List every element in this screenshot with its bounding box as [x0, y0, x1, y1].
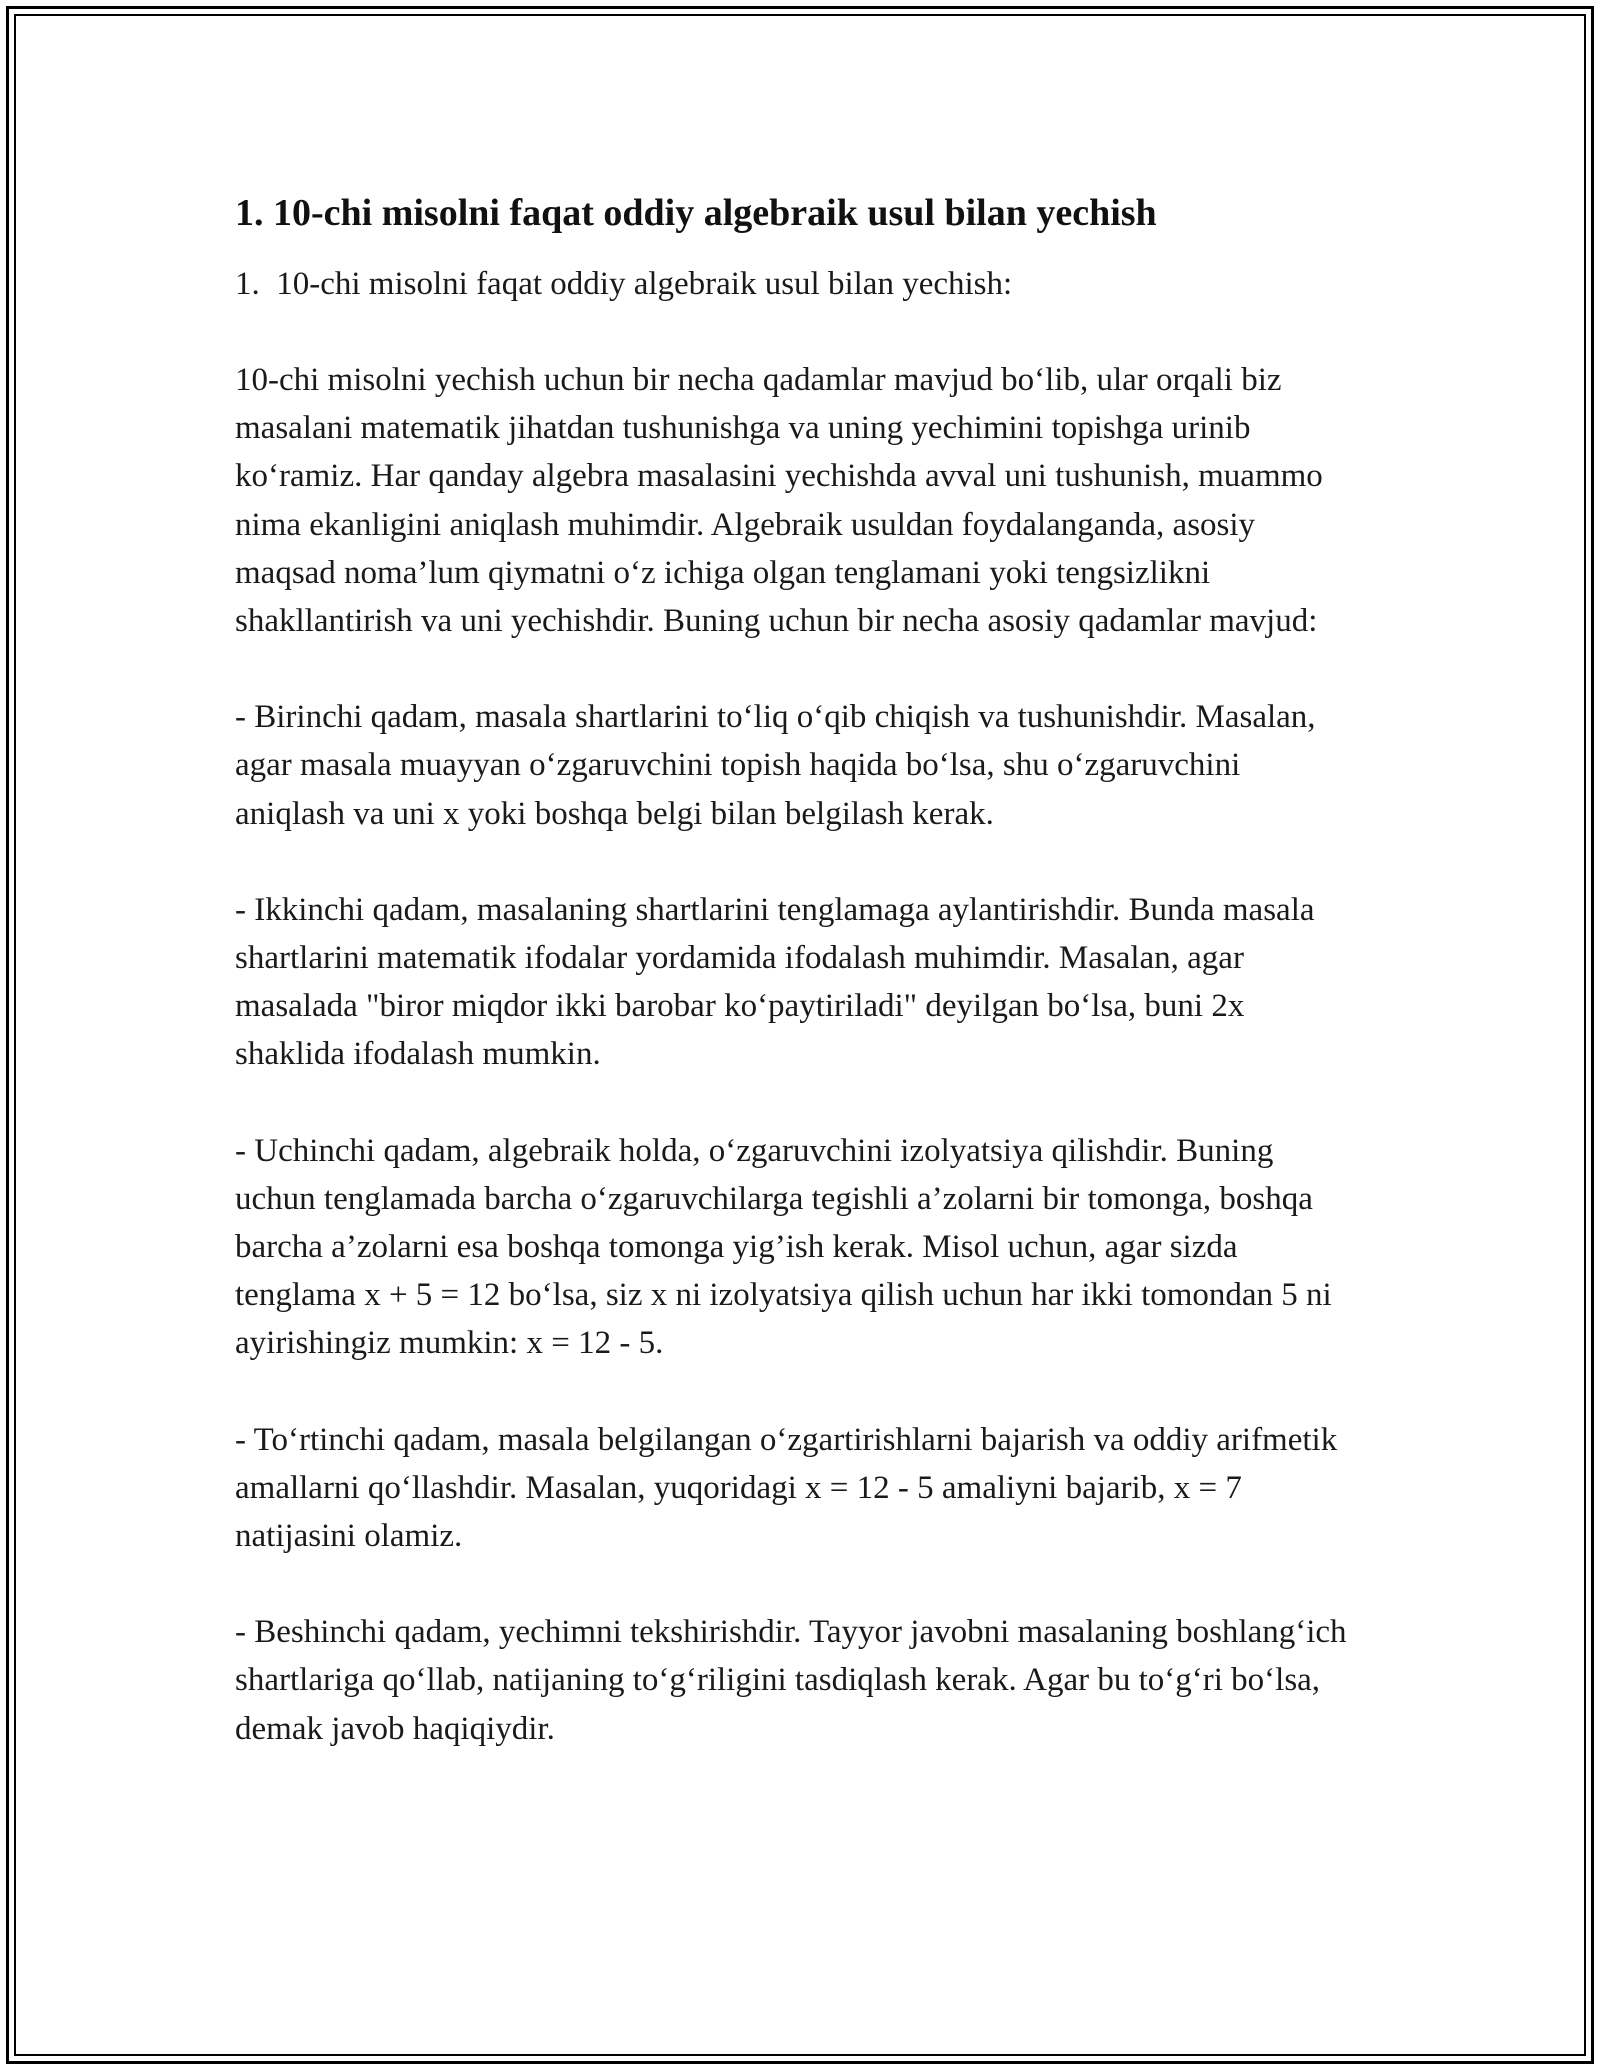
step-five-paragraph: - Beshinchi qadam, yechimni tekshirishdir. Tayyor javobni masalaning boshlang‘ich shartlariga qo‘llab, natijaning to‘g‘riligini tasdiqlash kerak. Agar bu to‘g‘ri bo‘lsa, demak javob haqiqiydir.: [235, 1614, 1347, 1747]
document-heading: 1. 10-chi misolni faqat oddiy algebraik usul bilan yechish: [235, 192, 1157, 234]
step-one-paragraph: - Birinchi qadam, masala shartlarini to‘liq o‘qib chiqish va tushunishdir. Masalan, agar masala muayyan o‘zgaruvchini topish haqida bo‘lsa, shu o‘zgaruvchini aniqlash va uni x yoki boshqa belgi bilan belgilash kerak.: [235, 699, 1316, 832]
step-four-paragraph: - To‘rtinchi qadam, masala belgilangan o‘zgartirishlarni bajarish va oddiy arifmetik amallarni qo‘llashdir. Masalan, yuqoridagi x = 12 - 5 amaliyni bajarib, x = 7 natijasini olamiz.: [235, 1421, 1338, 1555]
intro-paragraph: 10-chi misolni yechish uchun bir necha qadamlar mavjud bo‘lib, ular orqali biz masalani matematik jihatdan tushunishga va uning yechimini topishga urinib ko‘ramiz. Har qanday algebra masalasini yechishda avval uni tushunish, muammo nima ekanligini aniqlash muhimdir. Algebraik usuldan foydalanganda, asosiy maqsad noma’lum qiymatni o‘z ichiga olgan tenglamani yoki tengsizlikni shakllantirish va uni yechishdir. Buning uchun bir necha asosiy qadamlar mavjud:: [235, 362, 1323, 640]
document-subheading: 1. 10-chi misolni faqat oddiy algebraik usul bilan yechish:: [235, 266, 1013, 302]
document-body: [235, 188, 1355, 1801]
step-two-paragraph: - Ikkinchi qadam, masalaning shartlarini tenglamaga aylantirishdir. Bunda masala shartlarini matematik ifodalar yordamida ifodalash muhimdir. Masalan, agar masalada "biror miqdor ikki barobar ko‘paytiriladi" deyilgan bo‘lsa, buni 2x shaklida ifodalash mumkin.: [235, 891, 1315, 1073]
step-three-paragraph: - Uchinchi qadam, algebraik holda, o‘zgaruvchini izolyatsiya qilishdir. Buning uchun tenglamada barcha o‘zgaruvchilarga tegishli a’zolarni bir tomonga, boshqa barcha a’zolarni esa boshqa tomonga yig’ish kerak. Misol uchun, agar sizda tenglama x + 5 = 12 bo‘lsa, siz x ni izolyatsiya qilish uchun har ikki tomondan 5 ni ayirishingiz mumkin: x = 12 - 5.: [235, 1132, 1332, 1362]
